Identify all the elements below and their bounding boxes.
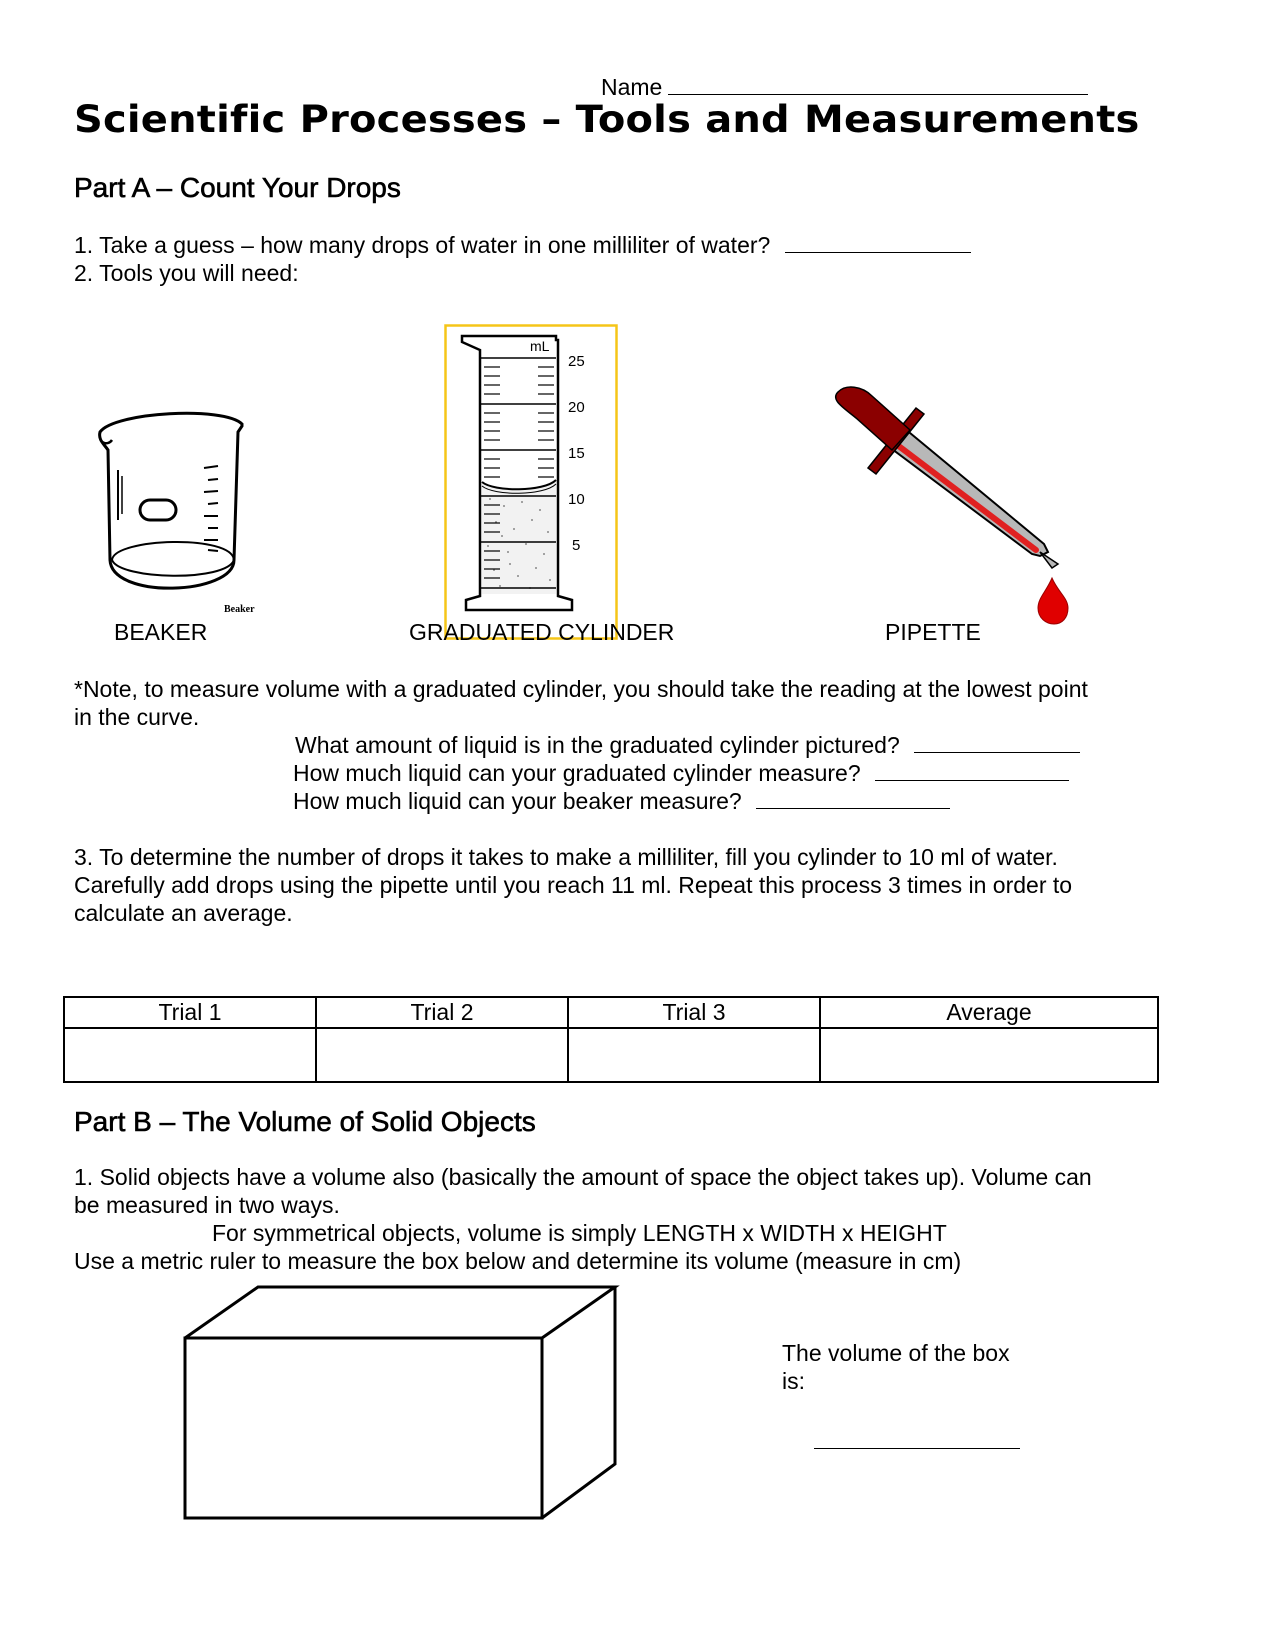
table-row: [64, 1028, 1158, 1082]
question-3-line-3: calculate an average.: [74, 900, 293, 926]
beaker-icon: [94, 410, 264, 625]
sub-question-2-text: How much liquid can your graduated cylinder measure?: [293, 760, 861, 786]
sub-question-1: [295, 732, 1080, 759]
question-1-text: 1. Take a guess – how many drops of water in one milliliter of water?: [74, 232, 771, 258]
sub-question-3-answer-blank[interactable]: [756, 790, 950, 809]
sub-question-2: [293, 760, 1069, 787]
cylinder-tick-5: 5: [572, 537, 581, 554]
average-cell[interactable]: [820, 1028, 1158, 1082]
sub-question-3: [293, 788, 950, 815]
volume-formula-line: For symmetrical objects, volume is simply LENGTH x WIDTH x HEIGHT: [212, 1220, 947, 1246]
cylinder-tick-20: 20: [568, 399, 585, 416]
part-b-question-1-line-1: 1. Solid objects have a volume also (basically the amount of space the object takes up). Volume can: [74, 1164, 1092, 1190]
beaker-caption: Beaker: [224, 604, 255, 615]
volume-answer-blank[interactable]: [814, 1448, 1020, 1449]
part-a-heading: Part A – Count Your Drops: [74, 172, 401, 203]
table-header-trial-1: Trial 1: [64, 997, 316, 1028]
name-label: Name: [601, 74, 663, 100]
graduated-cylinder-icon: [444, 324, 618, 640]
cylinder-unit-label: mL: [530, 338, 550, 354]
volume-answer-line-1: The volume of the box: [782, 1340, 1010, 1366]
question-1-answer-blank[interactable]: [785, 234, 971, 253]
question-3-line-1: 3. To determine the number of drops it takes to make a milliliter, fill you cylinder to 10 ml of water.: [74, 844, 1058, 870]
beaker-label: BEAKER: [114, 619, 208, 645]
cylinder-tick-10: 10: [568, 491, 585, 508]
table-header-row: [64, 997, 1158, 1028]
page-title: Scientific Processes – Tools and Measurements: [74, 98, 1140, 141]
cylinder-tick-25: 25: [568, 353, 585, 370]
pipette-icon: [826, 386, 1086, 630]
graduated-cylinder-label: GRADUATED CYLINDER: [409, 619, 675, 645]
pipette-label: PIPETTE: [885, 619, 981, 645]
trial-2-cell[interactable]: [316, 1028, 568, 1082]
table-header-trial-3: Trial 3: [568, 997, 820, 1028]
sub-question-1-text: What amount of liquid is in the graduated cylinder pictured?: [295, 732, 900, 758]
ruler-instruction-line: Use a metric ruler to measure the box below and determine its volume (measure in cm): [74, 1248, 962, 1274]
trial-1-cell[interactable]: [64, 1028, 316, 1082]
table-header-trial-2: Trial 2: [316, 997, 568, 1028]
trials-table: [63, 996, 1159, 1083]
question-1: [74, 232, 971, 259]
table-header-average: Average: [820, 997, 1158, 1028]
note-line-1: *Note, to measure volume with a graduated cylinder, you should take the reading at the lowest point: [74, 676, 1088, 702]
question-3-line-2: Carefully add drops using the pipette until you reach 11 ml. Repeat this process 3 times in order to: [74, 872, 1073, 898]
name-field[interactable]: [601, 74, 1088, 101]
part-b-question-1-line-2: be measured in two ways.: [74, 1192, 340, 1218]
part-b-heading: Part B – The Volume of Solid Objects: [74, 1106, 536, 1137]
volume-answer-line-2: is:: [782, 1368, 805, 1394]
name-blank[interactable]: [668, 74, 1088, 95]
note-line-2: in the curve.: [74, 704, 200, 730]
sub-question-3-text: How much liquid can your beaker measure?: [293, 788, 742, 814]
box-icon: [180, 1284, 620, 1524]
cylinder-tick-15: 15: [568, 445, 585, 462]
sub-question-2-answer-blank[interactable]: [875, 762, 1069, 781]
trial-3-cell[interactable]: [568, 1028, 820, 1082]
question-2: 2. Tools you will need:: [74, 260, 299, 286]
sub-question-1-answer-blank[interactable]: [914, 734, 1080, 753]
